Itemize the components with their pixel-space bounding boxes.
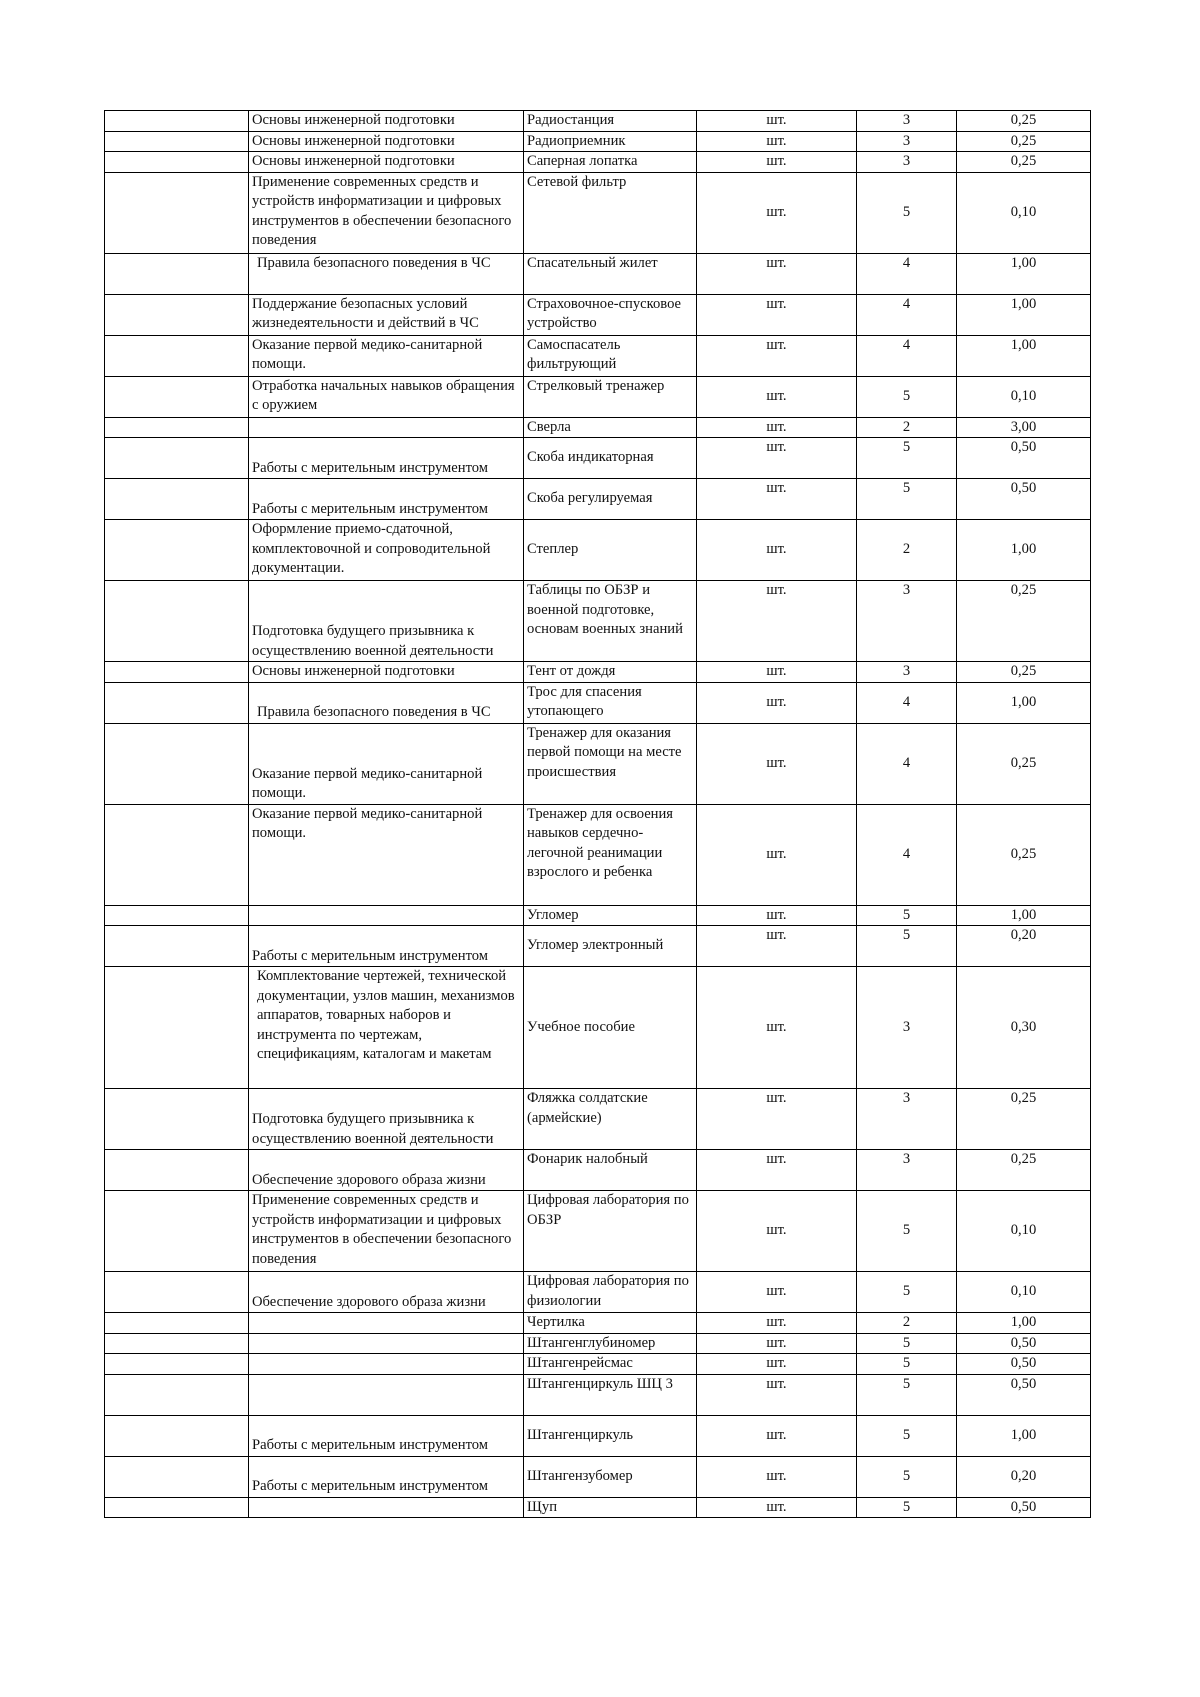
- item-name-cell: Штангенглубиномер: [524, 1333, 697, 1354]
- unit-cell: шт.: [697, 1272, 857, 1313]
- quantity-cell: 4: [857, 723, 957, 804]
- topic-cell: Работы с мерительным инструментом: [249, 438, 524, 479]
- quantity-cell: 2: [857, 1313, 957, 1334]
- number-cell: [105, 967, 249, 1089]
- rate-cell: 0,25: [957, 662, 1091, 683]
- item-name-cell: Трос для спасения утопающего: [524, 682, 697, 723]
- item-name-cell: Учебное пособие: [524, 967, 697, 1089]
- item-name-cell: Спасательный жилет: [524, 253, 697, 294]
- table-row: [105, 1354, 1091, 1375]
- topic-cell: Применение современных средств и устройств информатизации и цифровых инструментов в обеспечении безопасного поведения: [249, 1191, 524, 1272]
- topic-cell: Оказание первой медико-санитарной помощи.: [249, 335, 524, 376]
- topic-cell: Основы инженерной подготовки: [249, 152, 524, 173]
- quantity-cell: 5: [857, 1374, 957, 1415]
- quantity-cell: 5: [857, 1456, 957, 1497]
- number-cell: [105, 926, 249, 967]
- number-cell: [105, 662, 249, 683]
- topic-cell: Работы с мерительным инструментом: [249, 479, 524, 520]
- quantity-cell: 5: [857, 376, 957, 417]
- unit-cell: шт.: [697, 926, 857, 967]
- table-row: [105, 111, 1091, 132]
- number-cell: [105, 438, 249, 479]
- rate-cell: 0,30: [957, 967, 1091, 1089]
- number-cell: [105, 1415, 249, 1456]
- number-cell: [105, 1313, 249, 1334]
- topic-cell: Оформление приемо-сдаточной, комплектовочной и сопроводительной документации.: [249, 520, 524, 581]
- rate-cell: 0,10: [957, 1191, 1091, 1272]
- quantity-cell: 5: [857, 1497, 957, 1518]
- unit-cell: шт.: [697, 1354, 857, 1375]
- unit-cell: шт.: [697, 1456, 857, 1497]
- quantity-cell: 5: [857, 905, 957, 926]
- rate-cell: 0,25: [957, 1089, 1091, 1150]
- table-row: [105, 479, 1091, 520]
- quantity-cell: 2: [857, 520, 957, 581]
- number-cell: [105, 253, 249, 294]
- table-row: [105, 172, 1091, 253]
- rate-cell: 0,25: [957, 111, 1091, 132]
- quantity-cell: 3: [857, 1089, 957, 1150]
- quantity-cell: 3: [857, 152, 957, 173]
- item-name-cell: Скоба регулируемая: [524, 479, 697, 520]
- number-cell: [105, 1497, 249, 1518]
- unit-cell: шт.: [697, 804, 857, 905]
- unit-cell: шт.: [697, 294, 857, 335]
- number-cell: [105, 111, 249, 132]
- item-name-cell: Тент от дождя: [524, 662, 697, 683]
- table-row: [105, 1272, 1091, 1313]
- topic-cell: Основы инженерной подготовки: [249, 662, 524, 683]
- item-name-cell: Фляжка солдатские (армейские): [524, 1089, 697, 1150]
- number-cell: [105, 152, 249, 173]
- table-row: [105, 804, 1091, 905]
- table-row: [105, 1089, 1091, 1150]
- topic-cell: Подготовка будущего призывника к осуществлению военной деятельности: [249, 1089, 524, 1150]
- rate-cell: 1,00: [957, 294, 1091, 335]
- item-name-cell: Тренажер для освоения навыков сердечно-легочной реанимации взрослого и ребенка: [524, 804, 697, 905]
- number-cell: [105, 172, 249, 253]
- item-name-cell: Степлер: [524, 520, 697, 581]
- unit-cell: шт.: [697, 1150, 857, 1191]
- number-cell: [105, 804, 249, 905]
- quantity-cell: 3: [857, 131, 957, 152]
- rate-cell: 0,50: [957, 1354, 1091, 1375]
- number-cell: [105, 417, 249, 438]
- number-cell: [105, 294, 249, 335]
- quantity-cell: 4: [857, 294, 957, 335]
- unit-cell: шт.: [697, 1415, 857, 1456]
- topic-cell: Работы с мерительным инструментом: [249, 926, 524, 967]
- topic-cell: Работы с мерительным инструментом: [249, 1415, 524, 1456]
- unit-cell: шт.: [697, 172, 857, 253]
- table-row: [105, 682, 1091, 723]
- unit-cell: шт.: [697, 682, 857, 723]
- quantity-cell: 3: [857, 662, 957, 683]
- number-cell: [105, 581, 249, 662]
- number-cell: [105, 1150, 249, 1191]
- table-row: [105, 662, 1091, 683]
- unit-cell: шт.: [697, 152, 857, 173]
- topic-cell: [249, 1354, 524, 1375]
- unit-cell: шт.: [697, 905, 857, 926]
- rate-cell: 0,10: [957, 376, 1091, 417]
- unit-cell: шт.: [697, 1374, 857, 1415]
- item-name-cell: Скоба индикаторная: [524, 438, 697, 479]
- item-name-cell: Штангенрейсмас: [524, 1354, 697, 1375]
- quantity-cell: 5: [857, 438, 957, 479]
- rate-cell: 0,25: [957, 131, 1091, 152]
- topic-cell: Правила безопасного поведения в ЧС: [249, 253, 524, 294]
- item-name-cell: Штангенциркуль: [524, 1415, 697, 1456]
- item-name-cell: Штангенциркуль ШЦ 3: [524, 1374, 697, 1415]
- table-row: [105, 376, 1091, 417]
- quantity-cell: 5: [857, 1272, 957, 1313]
- item-name-cell: Угломер электронный: [524, 926, 697, 967]
- unit-cell: шт.: [697, 1191, 857, 1272]
- number-cell: [105, 479, 249, 520]
- number-cell: [105, 376, 249, 417]
- quantity-cell: 2: [857, 417, 957, 438]
- topic-cell: Оказание первой медико-санитарной помощи.: [249, 804, 524, 905]
- topic-cell: [249, 1374, 524, 1415]
- item-name-cell: Таблицы по ОБЗР и военной подготовке, основам военных знаний: [524, 581, 697, 662]
- rate-cell: 1,00: [957, 520, 1091, 581]
- unit-cell: шт.: [697, 438, 857, 479]
- rate-cell: 1,00: [957, 335, 1091, 376]
- rate-cell: 1,00: [957, 682, 1091, 723]
- topic-cell: Основы инженерной подготовки: [249, 111, 524, 132]
- number-cell: [105, 335, 249, 376]
- rate-cell: 0,25: [957, 723, 1091, 804]
- table-row: [105, 1497, 1091, 1518]
- unit-cell: шт.: [697, 417, 857, 438]
- quantity-cell: 5: [857, 926, 957, 967]
- table-row: [105, 520, 1091, 581]
- item-name-cell: Цифровая лаборатория по ОБЗР: [524, 1191, 697, 1272]
- rate-cell: 3,00: [957, 417, 1091, 438]
- number-cell: [105, 1089, 249, 1150]
- table-row: [105, 253, 1091, 294]
- number-cell: [105, 723, 249, 804]
- quantity-cell: 3: [857, 1150, 957, 1191]
- unit-cell: шт.: [697, 1497, 857, 1518]
- unit-cell: шт.: [697, 376, 857, 417]
- unit-cell: шт.: [697, 335, 857, 376]
- number-cell: [105, 1333, 249, 1354]
- rate-cell: 0,20: [957, 1456, 1091, 1497]
- item-name-cell: Фонарик налобный: [524, 1150, 697, 1191]
- topic-cell: Подготовка будущего призывника к осуществлению военной деятельности: [249, 581, 524, 662]
- table-row: [105, 152, 1091, 173]
- table-row: [105, 1150, 1091, 1191]
- quantity-cell: 5: [857, 1415, 957, 1456]
- quantity-cell: 4: [857, 804, 957, 905]
- table-row: [105, 926, 1091, 967]
- topic-cell: [249, 417, 524, 438]
- rate-cell: 0,50: [957, 479, 1091, 520]
- unit-cell: шт.: [697, 1313, 857, 1334]
- unit-cell: шт.: [697, 723, 857, 804]
- topic-cell: Отработка начальных навыков обращения с оружием: [249, 376, 524, 417]
- item-name-cell: Угломер: [524, 905, 697, 926]
- table-row: [105, 131, 1091, 152]
- number-cell: [105, 1456, 249, 1497]
- item-name-cell: Радиоприемник: [524, 131, 697, 152]
- topic-cell: [249, 905, 524, 926]
- item-name-cell: Сетевой фильтр: [524, 172, 697, 253]
- number-cell: [105, 1354, 249, 1375]
- table-row: [105, 581, 1091, 662]
- rate-cell: 0,25: [957, 581, 1091, 662]
- topic-cell: Обеспечение здорового образа жизни: [249, 1150, 524, 1191]
- topic-cell: [249, 1333, 524, 1354]
- rate-cell: 0,25: [957, 804, 1091, 905]
- table-row: [105, 1333, 1091, 1354]
- number-cell: [105, 131, 249, 152]
- item-name-cell: Сверла: [524, 417, 697, 438]
- item-name-cell: Чертилка: [524, 1313, 697, 1334]
- unit-cell: шт.: [697, 967, 857, 1089]
- item-name-cell: Стрелковый тренажер: [524, 376, 697, 417]
- item-name-cell: Радиостанция: [524, 111, 697, 132]
- rate-cell: 0,25: [957, 1150, 1091, 1191]
- table-row: [105, 1191, 1091, 1272]
- topic-cell: Правила безопасного поведения в ЧС: [249, 682, 524, 723]
- quantity-cell: 4: [857, 253, 957, 294]
- item-name-cell: Саперная лопатка: [524, 152, 697, 173]
- table-row: [105, 417, 1091, 438]
- topic-cell: Работы с мерительным инструментом: [249, 1456, 524, 1497]
- table-row: [105, 1374, 1091, 1415]
- number-cell: [105, 682, 249, 723]
- quantity-cell: 3: [857, 967, 957, 1089]
- unit-cell: шт.: [697, 662, 857, 683]
- rate-cell: 0,50: [957, 438, 1091, 479]
- rate-cell: 0,50: [957, 1497, 1091, 1518]
- table-row: [105, 905, 1091, 926]
- quantity-cell: 5: [857, 1354, 957, 1375]
- rate-cell: 0,10: [957, 1272, 1091, 1313]
- topic-cell: Применение современных средств и устройств информатизации и цифровых инструментов в обеспечении безопасного поведения: [249, 172, 524, 253]
- unit-cell: шт.: [697, 1089, 857, 1150]
- item-name-cell: Страховочное-спусковое устройство: [524, 294, 697, 335]
- rate-cell: 1,00: [957, 1415, 1091, 1456]
- topic-cell: Оказание первой медико-санитарной помощи.: [249, 723, 524, 804]
- quantity-cell: 4: [857, 335, 957, 376]
- unit-cell: шт.: [697, 1333, 857, 1354]
- rate-cell: 1,00: [957, 905, 1091, 926]
- rate-cell: 0,50: [957, 1333, 1091, 1354]
- rate-cell: 0,25: [957, 152, 1091, 173]
- item-name-cell: Самоспасатель фильтрующий: [524, 335, 697, 376]
- table-row: [105, 1313, 1091, 1334]
- number-cell: [105, 520, 249, 581]
- rate-cell: 1,00: [957, 1313, 1091, 1334]
- unit-cell: шт.: [697, 520, 857, 581]
- rate-cell: 0,10: [957, 172, 1091, 253]
- topic-cell: [249, 1497, 524, 1518]
- item-name-cell: Тренажер для оказания первой помощи на месте происшествия: [524, 723, 697, 804]
- rate-cell: 1,00: [957, 253, 1091, 294]
- number-cell: [105, 905, 249, 926]
- unit-cell: шт.: [697, 131, 857, 152]
- quantity-cell: 3: [857, 581, 957, 662]
- quantity-cell: 5: [857, 479, 957, 520]
- table-row: [105, 335, 1091, 376]
- quantity-cell: 4: [857, 682, 957, 723]
- unit-cell: шт.: [697, 111, 857, 132]
- number-cell: [105, 1191, 249, 1272]
- unit-cell: шт.: [697, 253, 857, 294]
- table-row: [105, 967, 1091, 1089]
- quantity-cell: 5: [857, 172, 957, 253]
- topic-cell: Обеспечение здорового образа жизни: [249, 1272, 524, 1313]
- number-cell: [105, 1272, 249, 1313]
- table-row: [105, 294, 1091, 335]
- rate-cell: 0,20: [957, 926, 1091, 967]
- table-body: [105, 111, 1091, 1518]
- number-cell: [105, 1374, 249, 1415]
- quantity-cell: 5: [857, 1191, 957, 1272]
- topic-cell: Комплектование чертежей, технической документации, узлов машин, механизмов аппаратов, товарных наборов и инструмента по чертежам, спецификациям, каталогам и макетам: [249, 967, 524, 1089]
- item-name-cell: Щуп: [524, 1497, 697, 1518]
- topic-cell: Основы инженерной подготовки: [249, 131, 524, 152]
- item-name-cell: Штангензубомер: [524, 1456, 697, 1497]
- table-row: [105, 723, 1091, 804]
- item-name-cell: Цифровая лаборатория по физиологии: [524, 1272, 697, 1313]
- rate-cell: 0,50: [957, 1374, 1091, 1415]
- quantity-cell: 5: [857, 1333, 957, 1354]
- table-row: [105, 1415, 1091, 1456]
- quantity-cell: 3: [857, 111, 957, 132]
- unit-cell: шт.: [697, 479, 857, 520]
- topic-cell: Поддержание безопасных условий жизнедеятельности и действий в ЧС: [249, 294, 524, 335]
- topic-cell: [249, 1313, 524, 1334]
- unit-cell: шт.: [697, 581, 857, 662]
- table-row: [105, 438, 1091, 479]
- equipment-table: [104, 110, 1091, 1518]
- table-row: [105, 1456, 1091, 1497]
